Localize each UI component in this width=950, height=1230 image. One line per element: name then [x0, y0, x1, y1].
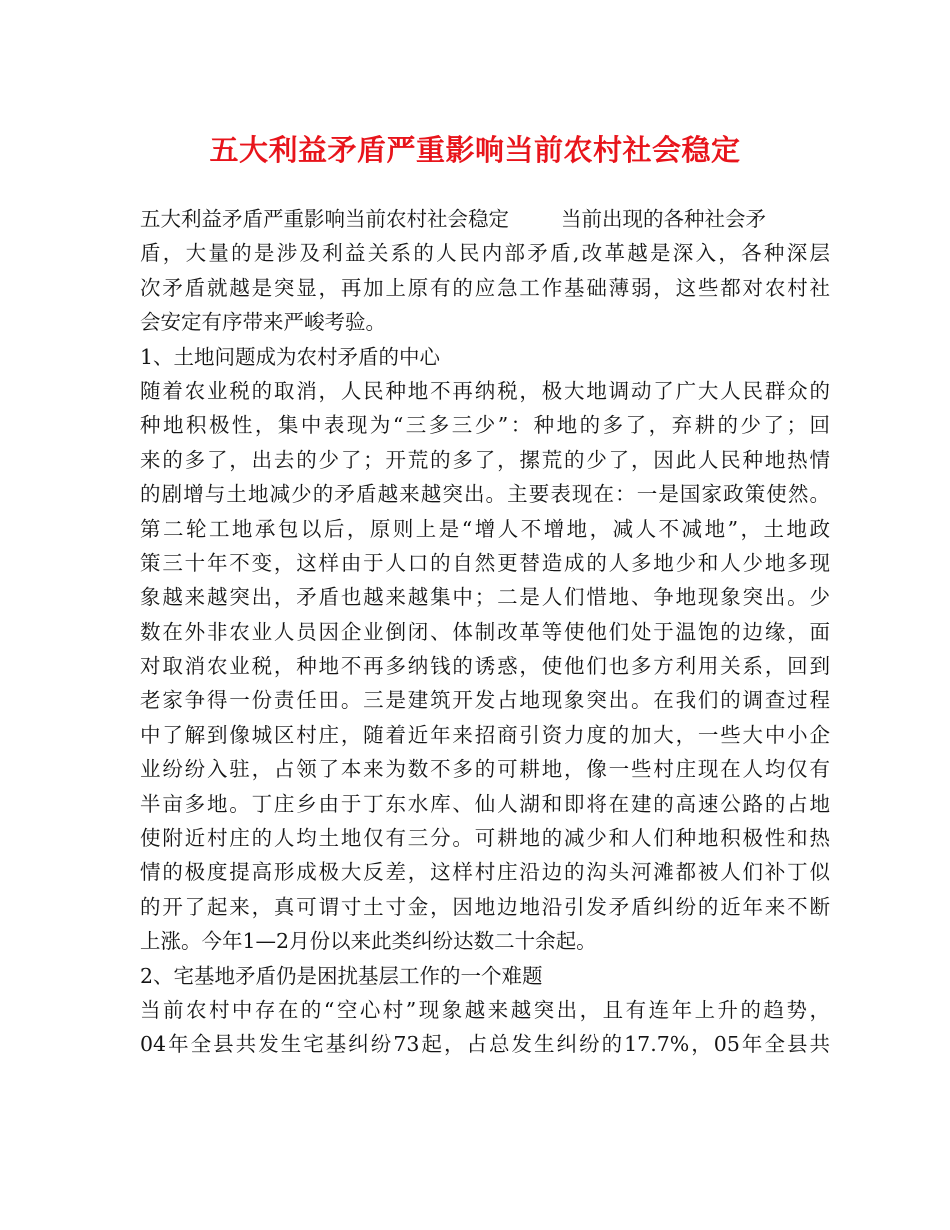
body-line-18: 半亩多地。丁庄乡由于丁东水库、仙人湖和即将在建的高速公路的占地	[140, 791, 830, 816]
body-line-20: 情的极度提高形成极大反差，这样村庄沿边的沟头河滩都被人们补丁似	[140, 860, 830, 885]
body-line-17: 业纷纷入驻，占领了本来为数不多的可耕地，像一些村庄现在人均仅有	[140, 757, 830, 782]
body-line-22: 上涨。今年1—2月份以来此类纠纷达数二十余起。	[140, 929, 597, 954]
section-heading-1: 1、土地问题成为农村矛盾的中心	[140, 344, 441, 369]
body-line-1: 五大利益矛盾严重影响当前农村社会稳定 当前出现的各种社会矛	[140, 207, 766, 231]
body-line-14: 对取消农业税，种地不再多纳钱的诱惑，使他们也多方利用关系，回到	[140, 654, 830, 679]
body-line-21: 的开了起来，真可谓寸土寸金，因地边地沿引发矛盾纠纷的近年来不断	[140, 894, 830, 919]
body-line-19: 使附近村庄的人均土地仅有三分。可耕地的减少和人们种地积极性和热	[140, 826, 830, 851]
body-line-11: 策三十年不变，这样由于人口的自然更替造成的人多地少和人少地多现	[140, 550, 830, 575]
section-heading-2: 2、宅基地矛盾仍是困扰基层工作的一个难题	[140, 963, 543, 988]
body-line-2: 盾，大量的是涉及利益关系的人民内部矛盾,改革越是深入，各种深层	[140, 241, 830, 266]
body-line-9: 的剧增与土地减少的矛盾越来越突出。主要表现在：一是国家政策使然。	[140, 482, 830, 507]
body-line-25: 04年全县共发生宅基纠纷73起，占总发生纠纷的17.7%，05年全县共	[140, 1032, 830, 1057]
body-line-8: 来的多了，出去的少了；开荒的多了，摞荒的少了，因此人民种地热情	[140, 447, 830, 472]
body-line-4: 会安定有序带来严峻考验。	[140, 310, 386, 335]
body-line-16: 中了解到像城区村庄，随着近年来招商引资力度的加大，一些大中小企	[140, 722, 830, 747]
body-line-12: 象越来越突出，矛盾也越来越集中；二是人们惜地、争地现象突出。少	[140, 585, 830, 610]
body-line-10: 第二轮工地承包以后，原则上是“增人不增地，减人不减地”，土地政	[140, 516, 830, 541]
body-line-24: 当前农村中存在的“空心村”现象越来越突出，且有连年上升的趋势，	[140, 997, 830, 1022]
body-line-7: 种地积极性，集中表现为“三多三少”：种地的多了，弃耕的少了；回	[140, 413, 830, 438]
body-line-15: 老家争得一份责任田。三是建筑开发占地现象突出。在我们的调查过程	[140, 688, 830, 713]
body-line-6: 随着农业税的取消，人民种地不再纳税，极大地调动了广大人民群众的	[140, 378, 830, 403]
document-title: 五大利益矛盾严重影响当前农村社会稳定	[209, 133, 741, 167]
body-line-13: 数在外非农业人员因企业倒闭、体制改革等使他们处于温饱的边缘，面	[140, 619, 830, 644]
body-line-3: 次矛盾就越是突显，再加上原有的应急工作基础薄弱，这些都对农村社	[140, 275, 830, 300]
document-body	[140, 202, 830, 1062]
